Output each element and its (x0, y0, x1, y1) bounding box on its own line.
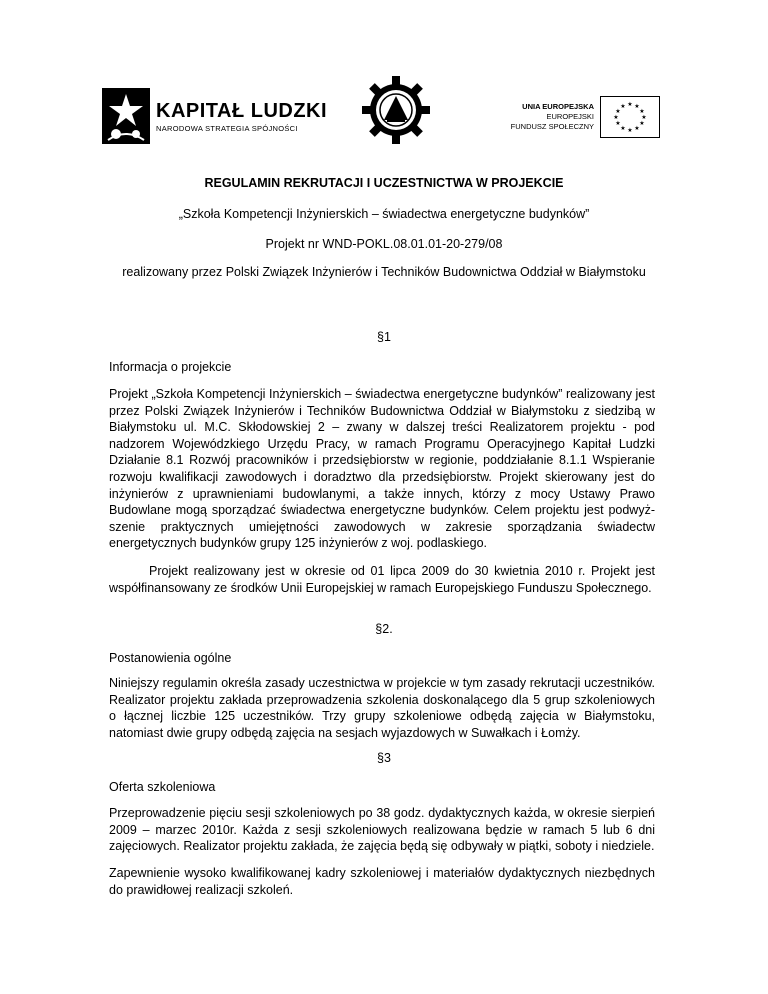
svg-text:★: ★ (627, 127, 633, 134)
eu-line-3: FUNDUSZ SPOŁECZNY (510, 122, 594, 131)
section-3-mark: §3 (377, 751, 391, 765)
gear-emblem-icon (360, 74, 432, 146)
project-implementer: realizowany przez Polski Związek Inżynierów i Techników Budownictwa Oddział w Białymstoku (122, 265, 646, 279)
section-2-paragraph-1: Niniejszy regulamin określa zasady uczestnictwa w projekcie w tym zasady rekrutacji uczestników. Realizator projektu zakłada przeprowadzenia szkolenia doskonalącego dla 5 grup szkoleniowych o łącznej liczbie 125 uczestników. Trzy grupy szkoleniowe odbędą zajęcia w Białymstoku, natomiast dwie grupy odbędą zajęcia na sesjach wyjazdowych w Suwałkach i Łomży. (109, 676, 655, 740)
section-2-mark: §2. (375, 622, 393, 636)
eu-line-1: UNIA EUROPEJSKA (522, 102, 594, 111)
section-3-heading: Oferta szkoleniowa (109, 780, 216, 794)
kapital-ludzki-title: KAPITAŁ LUDZKI (156, 100, 328, 122)
eu-logo (490, 96, 660, 146)
section-2-heading: Postanowienia ogólne (109, 651, 232, 665)
section-1-mark: §1 (377, 330, 391, 344)
eu-flag-icon (600, 96, 660, 138)
svg-text:★: ★ (639, 108, 645, 115)
section-1-heading: Informacja o projekcie (109, 360, 232, 374)
eu-text-block (511, 102, 594, 132)
kapital-ludzki-subtitle: NARODOWA STRATEGIA SPÓJNOŚCI (156, 124, 298, 133)
section-3-paragraph-2: Zapewnienie wysoko kwalifikowanej kadry szkoleniowej i materiałów dydaktycznych niezbędnych do prawidłowej realizacji szkoleń. (109, 866, 655, 897)
document-title: REGULAMIN REKRUTACJI I UCZESTNICTWA W PROJEKCIE (204, 176, 564, 190)
svg-text:★: ★ (620, 103, 626, 110)
kapital-ludzki-emblem-icon (102, 88, 150, 144)
svg-text:★: ★ (639, 120, 645, 127)
eu-line-2: EUROPEJSKI (546, 112, 594, 121)
section-3-paragraph-1: Przeprowadzenie pięciu sesji szkoleniowych po 38 godz. dydaktycznych każda, w okresie sierpień 2009 – marzec 2010r. Każda z sesji szkoleniowych realizowana będzie w ramach 5 lub 6 dni zajęciowych. Realizator projektu zakłada, że zajęcia będą się odbywały w piątki, soboty i niedziele. (109, 806, 655, 854)
svg-text:★: ★ (615, 108, 621, 115)
svg-text:★: ★ (613, 114, 619, 121)
project-name: „Szkoła Kompetencji Inżynierskich – świadectwa energetyczne budynków” (178, 207, 590, 221)
project-number: Projekt nr WND-POKL.08.01.01-20-279/08 (265, 237, 503, 251)
section-1-paragraph-2: Projekt realizowany jest w okresie od 01 lipca 2009 do 30 kwietnia 2010 r. Projekt jest współfinansowany ze środków Unii Europejskiej w ramach Europejskiego Funduszu Społecznego. (109, 564, 655, 595)
svg-text:★: ★ (620, 125, 626, 132)
svg-text:★: ★ (627, 101, 633, 108)
section-1-paragraph-1: Projekt „Szkoła Kompetencji Inżynierskich – świadectwa energetyczne budynków” realizowany jest przez Polski Związek Inżynierów i Techników Budownictwa Oddział w Białymstoku z siedzibą w Białymstoku ul. M.C. Skłodowskiej 2 – zwany w dalszej treści Realizatorem projektu - pod nadzorem Wojewódzkiego Urzędu Pracy, w ramach Programu Operacyjnego Kapitał Ludzki Działanie 8.1 Rozwój pracowników i przedsiębiorstw w regionie, poddziałanie 8.1.1 Wspieranie rozwoju kwalifikacji zawodowych i doradztwo dla przedsiębiorstw. Projekt skierowany jest do inżynierów z uprawnieniami budowlanymi, a także innych, którzy z mocy Ustawy Prawo Budowlane mogą sporządzać świadectwa energetyczne budynków. Celem projektu jest podwyż-szenie praktycznych umiejętności zawodowych w zakresie sporządzania świadectw energetycznych budynków grupy 125 inżynierów z woj. podlaskiego. (109, 387, 655, 551)
kapital-ludzki-logo (102, 88, 328, 148)
svg-text:★: ★ (634, 125, 640, 132)
svg-text:★: ★ (641, 114, 647, 121)
svg-text:★: ★ (634, 103, 640, 110)
svg-text:★: ★ (615, 120, 621, 127)
